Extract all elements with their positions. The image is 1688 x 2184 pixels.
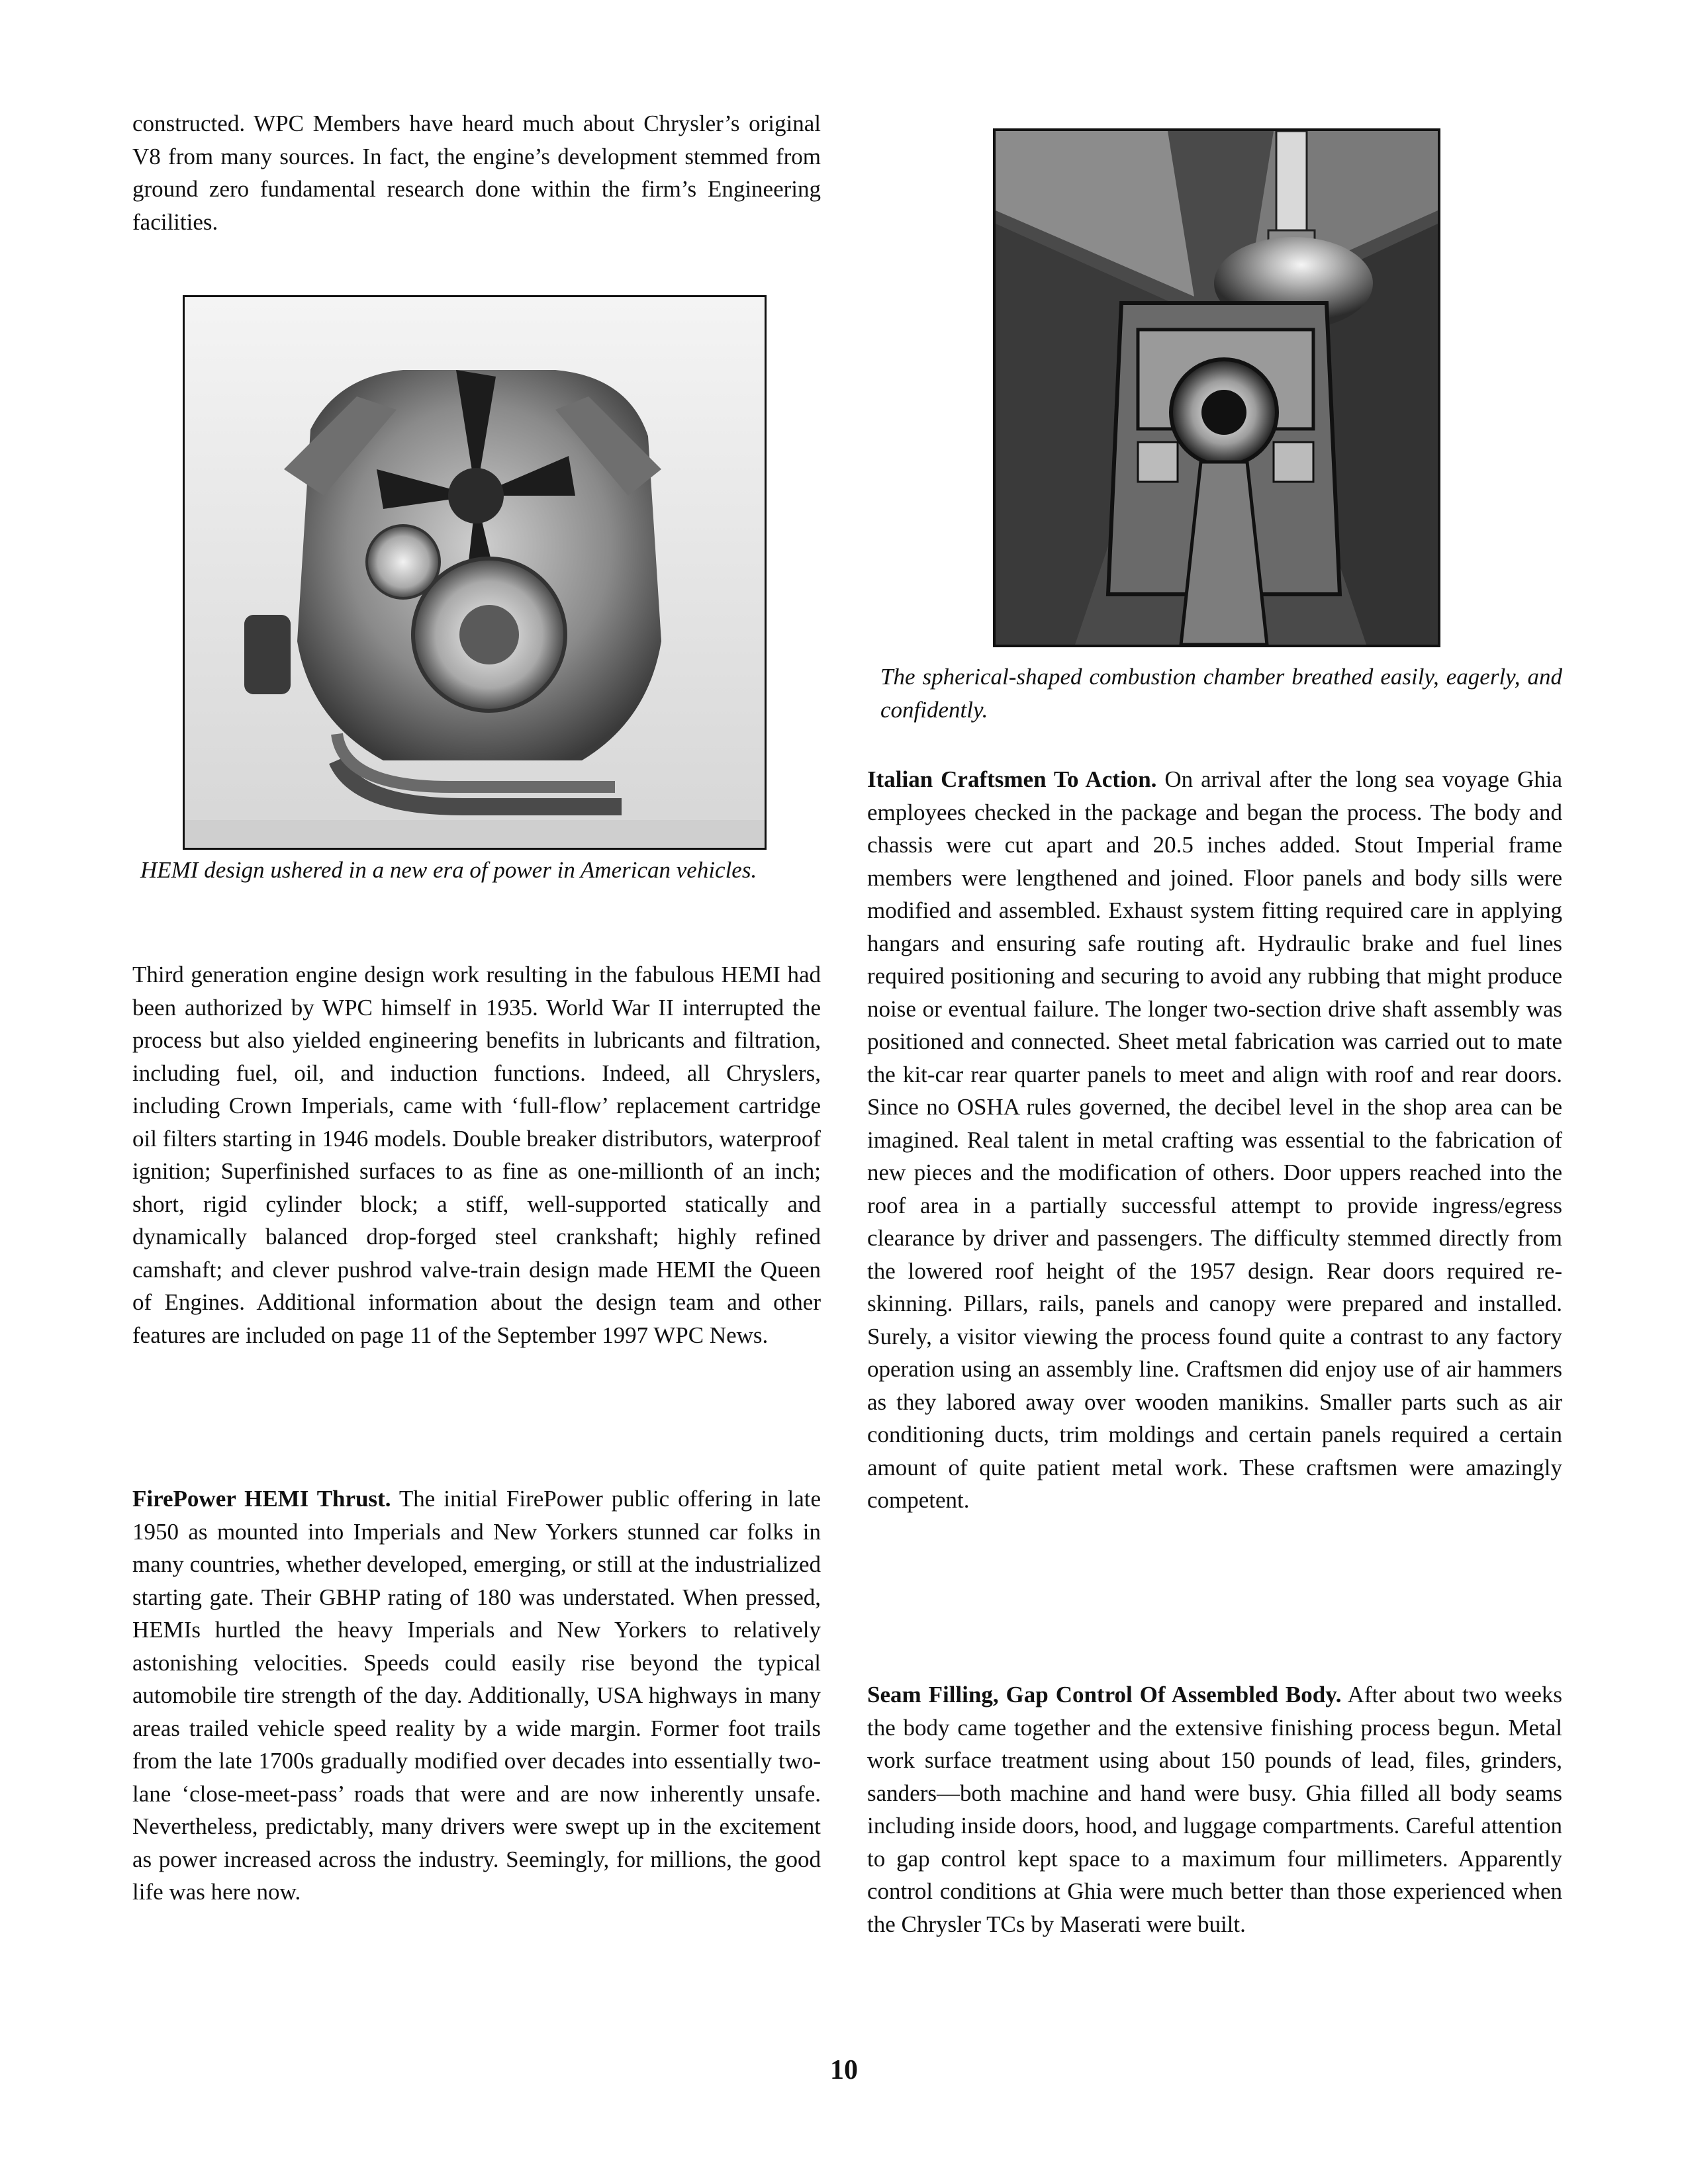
hemi-engine-illustration [185, 297, 765, 848]
combustion-chamber-illustration [993, 128, 1440, 647]
italian-craftsmen-body: On arrival after the long sea voyage Ghia employees checked in the package and began the process. The body and chassis were cut apart and 20.5 inches added. Stout Imperial frame members were lengthened and joined. Floor panels and body sills were modified and assembled. Exhaust system fitting required care in applying hangars and ensuring safe routing aft. Hydraulic brake and fuel lines required positioning and securing to avoid any rubbing that might produce noise or eventual failure. The longer two-section drive shaft assembly was positioned and connected. Sheet metal fabrication was carried out to mate the kit-car rear quarter panels to meet and align with roof and rear doors. Since no OSHA rules governed, the decibel level in the shop area can be imagined. Real talent in metal crafting was essential to the fabrication of new pieces and the modification of others. Door uppers reached into the roof area in a partially successful attempt to provide ingress/egress clearance by driver and passengers. The difficulty stemmed directly from the lowered roof height of the 1957 design. Rear doors required re-skinning. Pillars, rails, panels and canopy were prepared and installed. Surely, a visitor viewing the process found quite a contrast to any factory operation using an assembly line. Craftsmen did enjoy use of air hammers as they labored away over wooden manikins. Smaller parts such as air conditioning ducts, trim moldings and certain panels required a certain amount of quite patient metal work. These craftsmen were amazingly competent. [867, 766, 1562, 1513]
seam-filling-heading: Seam Filling, Gap Control Of Assembled Body. [867, 1682, 1342, 1707]
engine-photo-caption: HEMI design ushered in a new era of power in American vehicles. [140, 857, 757, 883]
seam-filling-paragraph [867, 1678, 1562, 1940]
chamber-photo-caption: The spherical-shaped combustion chamber breathed easily, eagerly, and confidently. [880, 664, 1562, 723]
italian-craftsmen-paragraph [867, 763, 1562, 1517]
third-generation-paragraph: Third generation engine design work resulting in the fabulous HEMI had been authorized by WPC himself in 1935. World War II interrupted the process but also yielded engineering benefits in lubricants and filtration, including fuel, oil, and induction functions. Indeed, all Chryslers, including Crown Imperials, came with ‘full-flow’ replacement cartridge oil filters starting in 1946 models. Double breaker distributors, waterproof ignition; Superfinished surfaces to as fine as one-millionth of an inch; short, rigid cylinder block; a stiff, well-supported statically and dynamically balanced drop-forged steel crankshaft; highly refined camshaft; and clever pushrod valve-train design made HEMI the Queen of Engines. Additional information about the design team and other features are included on page 11 of the September 1997 WPC News. [132, 962, 821, 1348]
hemi-engine-photo [183, 295, 767, 850]
italian-craftsmen-heading: Italian Craftsmen To Action. [867, 766, 1157, 792]
combustion-chamber-drawing [996, 131, 1438, 645]
page-number: 10 [830, 2055, 858, 2085]
firepower-heading: FirePower HEMI Thrust. [132, 1486, 391, 1512]
seam-filling-body: After about two weeks the body came together and the extensive finishing process begun. Metal work surface treatment using about 150 pounds of lead, files, grinders, sanders—both machine and hand were busy. Ghia filled all body seams including inside doors, hood, and luggage compartments. Careful attention to gap control kept space to a maximum four millimeters. Apparently control conditions at Ghia were much better than those experienced when the Chrysler TCs by Maserati were built. [867, 1682, 1562, 1937]
firepower-paragraph [132, 1482, 821, 1909]
intro-paragraph: constructed. WPC Members have heard much about Chrysler’s original V8 from many sources. In fact, the engine’s development stemmed from ground zero fundamental research done within the firm’s Engineering facilities. [132, 111, 821, 235]
firepower-body: The initial FirePower public offering in late 1950 as mounted into Imperials and New Yorkers stunned car folks in many countries, whether developed, emerging, or still at the industrialized starting gate. Their GBHP rating of 180 was understated. When pressed, HEMIs hurtled the heavy Imperials and New Yorkers to relatively astonishing velocities. Speeds could easily rise beyond the typical automobile tire strength of the day. Additionally, USA highways in many areas trailed vehicle speed reality by a wide margin. Former foot trails from the late 1700s gradually modified over decades into essentially two-lane ‘close-meet-pass’ roads that were and are now inherently unsafe. Nevertheless, predictably, many drivers were swept up in the excitement as power increased across the industry. Seemingly, for millions, the good life was here now. [132, 1486, 821, 1905]
